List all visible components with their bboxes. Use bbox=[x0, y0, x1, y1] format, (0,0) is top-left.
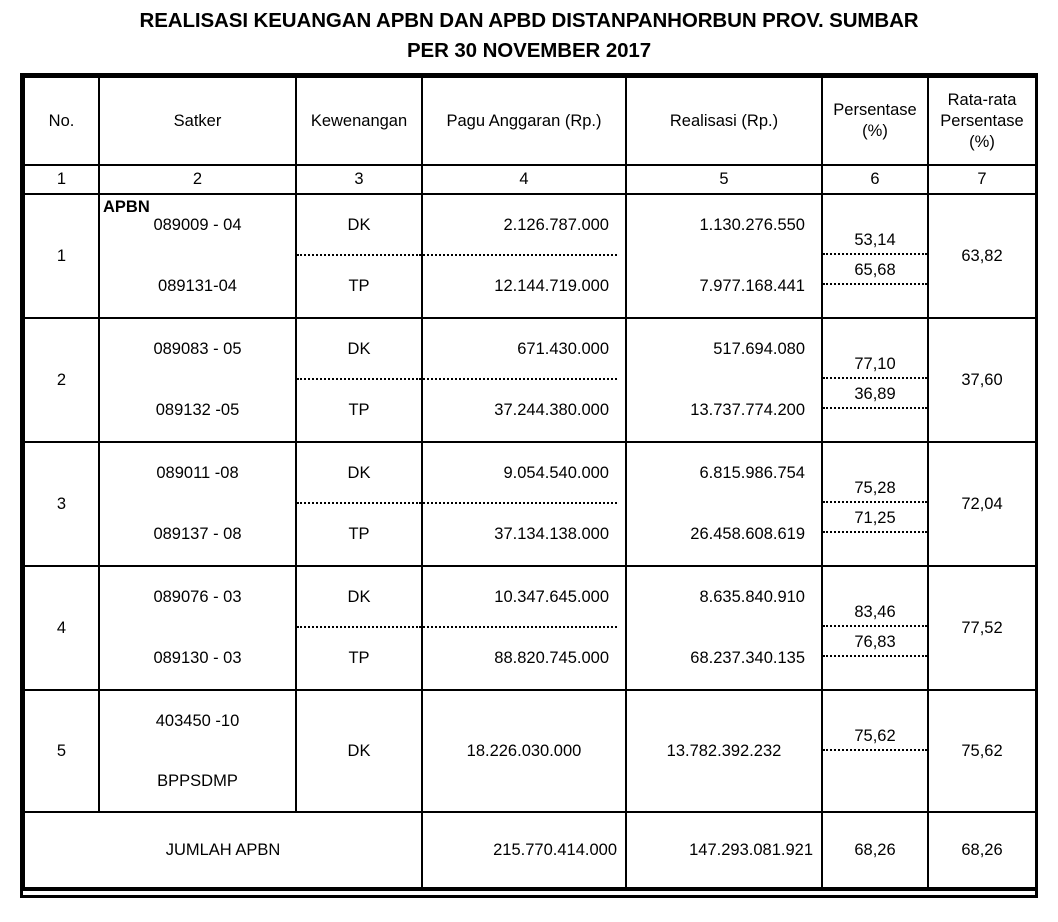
kewenangan-tp: TP bbox=[348, 649, 370, 667]
header-rata-line1: Rata-rata bbox=[947, 90, 1017, 109]
row-number: 1 bbox=[24, 194, 99, 318]
pagu-dk: 10.347.645.000 bbox=[423, 567, 617, 628]
persentase-dk: 75,62 bbox=[823, 721, 927, 751]
satker-code-dk: 403450 -10 bbox=[155, 712, 240, 730]
table-row bbox=[24, 194, 1036, 318]
persentase-dk: 83,46 bbox=[823, 597, 927, 627]
colnum-5: 5 bbox=[626, 165, 822, 194]
realisasi-dk: 1.130.276.550 bbox=[699, 216, 805, 234]
kewenangan-cell: DK bbox=[296, 690, 422, 812]
satker-code-tp: 089132 -05 bbox=[155, 401, 240, 419]
pagu-tp: 88.820.745.000 bbox=[494, 649, 609, 667]
persentase-tp: 65,68 bbox=[823, 255, 927, 285]
title-line-1: REALISASI KEUANGAN APBN DAN APBD DISTANPANHORBUN PROV. SUMBAR bbox=[139, 9, 919, 32]
satker-cell bbox=[99, 442, 296, 566]
kewenangan-dk: DK bbox=[297, 443, 421, 504]
persentase-tp: 36,89 bbox=[823, 379, 927, 409]
persentase-cell bbox=[822, 566, 928, 690]
satker-code-tp: 089130 - 03 bbox=[153, 649, 242, 667]
header-pagu-anggaran: Pagu Anggaran (Rp.) bbox=[422, 77, 626, 165]
colnum-6: 6 bbox=[822, 165, 928, 194]
pagu-cell bbox=[422, 566, 626, 690]
header-no: No. bbox=[24, 77, 99, 165]
total-rata-rata: 68,26 bbox=[928, 812, 1036, 888]
total-row bbox=[24, 812, 1036, 888]
row-number: 4 bbox=[24, 566, 99, 690]
financial-table bbox=[23, 76, 1037, 889]
kewenangan-cell bbox=[296, 194, 422, 318]
kewenangan-dk: DK bbox=[297, 319, 421, 380]
header-rata-line2: Persentase bbox=[940, 111, 1024, 130]
kewenangan-cell bbox=[296, 318, 422, 442]
colnum-2: 2 bbox=[99, 165, 296, 194]
financial-table-frame bbox=[20, 73, 1038, 898]
colnum-4: 4 bbox=[422, 165, 626, 194]
total-realisasi: 147.293.081.921 bbox=[626, 812, 822, 888]
realisasi-tp: 13.737.774.200 bbox=[690, 401, 805, 419]
pagu-tp: 37.134.138.000 bbox=[494, 525, 609, 543]
table-row bbox=[24, 318, 1036, 442]
title-line-2: PER 30 NOVEMBER 2017 bbox=[406, 39, 652, 62]
realisasi-cell bbox=[626, 194, 822, 318]
total-label: JUMLAH APBN bbox=[24, 812, 422, 888]
pagu-cell bbox=[422, 442, 626, 566]
realisasi-tp: 26.458.608.619 bbox=[690, 525, 805, 543]
persentase-cell bbox=[822, 194, 928, 318]
header-rata-rata-persentase bbox=[928, 77, 1036, 165]
persentase-dk: 53,14 bbox=[823, 225, 927, 255]
satker-cell bbox=[99, 318, 296, 442]
header-persentase bbox=[822, 77, 928, 165]
realisasi-cell bbox=[626, 318, 822, 442]
realisasi-tp: 7.977.168.441 bbox=[699, 277, 805, 295]
kewenangan-dk: DK bbox=[297, 195, 421, 256]
satker-cell bbox=[99, 690, 296, 812]
persentase-cell bbox=[822, 318, 928, 442]
kewenangan-cell bbox=[296, 442, 422, 566]
satker-code-tp: 089131-04 bbox=[158, 277, 237, 295]
table-row bbox=[24, 566, 1036, 690]
rata-rata-cell: 37,60 bbox=[928, 318, 1036, 442]
persentase-tp: 71,25 bbox=[823, 503, 927, 533]
document-title bbox=[0, 0, 1058, 66]
table-row bbox=[24, 690, 1036, 812]
header-persentase-line1: Persentase bbox=[833, 101, 917, 119]
realisasi-cell bbox=[626, 566, 822, 690]
pagu-cell bbox=[422, 194, 626, 318]
total-persentase: 68,26 bbox=[822, 812, 928, 888]
row-number: 5 bbox=[24, 690, 99, 812]
satker-code-dk: 089076 - 03 bbox=[153, 588, 242, 606]
header-rata-line3: (%) bbox=[969, 132, 995, 151]
pagu-tp: 37.244.380.000 bbox=[494, 401, 609, 419]
table-row bbox=[24, 442, 1036, 566]
row-number: 3 bbox=[24, 442, 99, 566]
total-pagu: 215.770.414.000 bbox=[422, 812, 626, 888]
satker-name: BPPSDMP bbox=[157, 772, 238, 790]
pagu-cell: 18.226.030.000 bbox=[422, 690, 626, 812]
pagu-dk: 671.430.000 bbox=[423, 319, 617, 380]
table-bottom-double-rule bbox=[23, 889, 1035, 895]
pagu-tp: 12.144.719.000 bbox=[494, 277, 609, 295]
pagu-dk: 2.126.787.000 bbox=[423, 195, 617, 256]
realisasi-dk: 517.694.080 bbox=[713, 340, 805, 358]
rata-rata-cell: 77,52 bbox=[928, 566, 1036, 690]
colnum-1: 1 bbox=[24, 165, 99, 194]
realisasi-dk: 6.815.986.754 bbox=[699, 464, 805, 482]
kewenangan-tp: TP bbox=[348, 277, 370, 295]
pagu-dk: 9.054.540.000 bbox=[423, 443, 617, 504]
header-kewenangan: Kewenangan bbox=[296, 77, 422, 165]
group-label-apbn: APBN bbox=[103, 198, 150, 216]
persentase-cell bbox=[822, 442, 928, 566]
column-number-row bbox=[24, 165, 1036, 194]
satker-code-dk: 089011 -08 bbox=[156, 464, 239, 482]
header-satker: Satker bbox=[99, 77, 296, 165]
realisasi-dk: 8.635.840.910 bbox=[699, 588, 805, 606]
header-persentase-line2: (%) bbox=[862, 122, 888, 140]
satker-code-tp: 089137 - 08 bbox=[153, 525, 242, 543]
header-realisasi: Realisasi (Rp.) bbox=[626, 77, 822, 165]
satker-code-dk: 089083 - 05 bbox=[153, 340, 242, 358]
persentase-dk: 75,28 bbox=[823, 473, 927, 503]
satker-cell bbox=[99, 194, 296, 318]
pagu-cell bbox=[422, 318, 626, 442]
kewenangan-dk: DK bbox=[297, 567, 421, 628]
persentase-dk: 77,10 bbox=[823, 349, 927, 379]
kewenangan-tp: TP bbox=[348, 401, 370, 419]
satker-code-dk: 089009 - 04 bbox=[153, 216, 242, 234]
kewenangan-cell bbox=[296, 566, 422, 690]
satker-cell bbox=[99, 566, 296, 690]
persentase-cell bbox=[822, 690, 928, 812]
kewenangan-tp: TP bbox=[348, 525, 370, 543]
realisasi-cell: 13.782.392.232 bbox=[626, 690, 822, 812]
realisasi-tp: 68.237.340.135 bbox=[690, 649, 805, 667]
colnum-7: 7 bbox=[928, 165, 1036, 194]
row-number: 2 bbox=[24, 318, 99, 442]
persentase-tp: 76,83 bbox=[823, 627, 927, 657]
colnum-3: 3 bbox=[296, 165, 422, 194]
rata-rata-cell: 75,62 bbox=[928, 690, 1036, 812]
rata-rata-cell: 72,04 bbox=[928, 442, 1036, 566]
table-header-row bbox=[24, 77, 1036, 165]
realisasi-cell bbox=[626, 442, 822, 566]
rata-rata-cell: 63,82 bbox=[928, 194, 1036, 318]
